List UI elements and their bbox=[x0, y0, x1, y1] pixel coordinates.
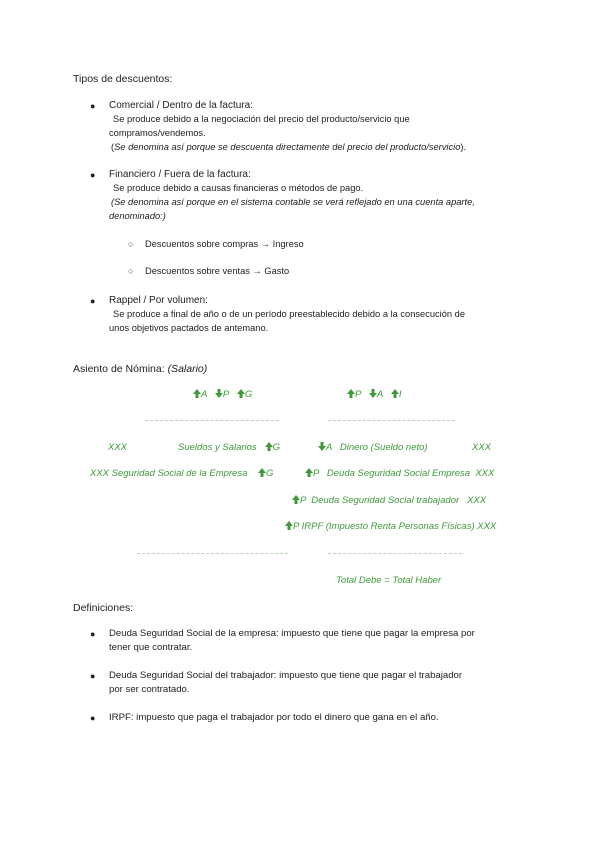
total-line: Total Debe = Total Haber bbox=[336, 575, 442, 586]
row-right-entry bbox=[305, 468, 494, 479]
entry-amount: XXX bbox=[467, 495, 487, 506]
descuento-financiero-note: (Se denomina así porque en el sistema contable se verá reflejado en una cuenta aparte, bbox=[111, 197, 475, 207]
descuento-comercial-line: compramos/vendemos. bbox=[109, 128, 206, 138]
header-label: A bbox=[376, 389, 383, 400]
up-arrow-icon bbox=[265, 442, 273, 451]
down-arrow-icon bbox=[215, 389, 223, 398]
header-label: P bbox=[355, 389, 361, 400]
row-left-entry bbox=[178, 442, 280, 453]
note-text: Se denomina así porque se descuenta directamente del precio del producto/servicio bbox=[114, 142, 461, 152]
definiciones-heading: Definiciones: bbox=[73, 602, 134, 614]
row-right-amount: XXX bbox=[472, 442, 492, 453]
bullet-icon: ● bbox=[90, 101, 96, 111]
entry-tag: P bbox=[300, 495, 306, 506]
entry-label: Sueldos y Salarios bbox=[178, 442, 257, 453]
up-arrow-icon bbox=[391, 389, 399, 398]
divider-line bbox=[145, 420, 279, 421]
descuento-financiero-title: Financiero / Fuera de la factura: bbox=[109, 169, 251, 180]
entry-amount: XXX bbox=[475, 468, 495, 479]
descuentos-heading: Tipos de descuentos: bbox=[73, 73, 173, 85]
up-arrow-icon bbox=[258, 468, 266, 477]
entry-label: IRPF (Impuesto Renta Personas Físicas) XXX bbox=[301, 521, 497, 532]
entry-tag: P bbox=[293, 521, 299, 532]
up-arrow-icon bbox=[285, 521, 293, 530]
sub-bullet-icon: ○ bbox=[128, 239, 134, 249]
descuento-rappel-title: Rappel / Por volumen: bbox=[109, 295, 208, 306]
descuento-comercial-title: Comercial / Dentro de la factura: bbox=[109, 100, 253, 111]
asiento-heading-note: (Salario) bbox=[167, 363, 208, 375]
definicion-line: tener que contratar. bbox=[109, 642, 193, 653]
divider-line bbox=[137, 553, 288, 554]
descuento-financiero-note: denominado:) bbox=[109, 211, 166, 221]
up-arrow-icon bbox=[237, 389, 245, 398]
down-arrow-icon bbox=[318, 442, 326, 451]
entry-tag: G bbox=[272, 442, 280, 453]
bullet-icon: ● bbox=[90, 629, 96, 639]
descuento-financiero-line: Se produce debido a causas financieras o métodos de pago. bbox=[113, 183, 364, 193]
header-label: G bbox=[244, 389, 253, 400]
descuento-comercial-line: Se produce debido a la negociación del precio del producto/servicio que bbox=[113, 114, 410, 124]
descuento-comercial-note bbox=[111, 142, 466, 152]
right-header bbox=[347, 389, 401, 400]
divider-line bbox=[328, 553, 462, 554]
entry-label: Dinero (Sueldo neto) bbox=[339, 442, 428, 453]
row-right-entry bbox=[318, 442, 428, 453]
asiento-heading-text: Asiento de Nómina: bbox=[73, 363, 165, 375]
bullet-icon: ● bbox=[90, 170, 96, 180]
up-arrow-icon bbox=[305, 468, 313, 477]
note-paren: ). bbox=[460, 142, 467, 152]
definicion-line: Deuda Seguridad Social del trabajador: impuesto que tiene que pagar el trabajador bbox=[109, 670, 463, 681]
definicion-line: Deuda Seguridad Social de la empresa: impuesto que tiene que pagar la empresa por bbox=[109, 628, 475, 639]
bullet-icon: ● bbox=[90, 671, 96, 681]
up-arrow-icon bbox=[193, 389, 201, 398]
sub-item-ventas: Descuentos sobre ventas → Gasto bbox=[145, 266, 290, 276]
entry-label: Deuda Seguridad Social Empresa bbox=[326, 468, 471, 479]
row-left-amount: XXX bbox=[108, 442, 128, 453]
up-arrow-icon bbox=[292, 495, 300, 504]
row-right-entry bbox=[292, 495, 486, 506]
definicion-line: por ser contratado. bbox=[109, 684, 190, 695]
entry-tag: A bbox=[326, 442, 332, 453]
entry-tag: P bbox=[313, 468, 319, 479]
bullet-icon: ● bbox=[90, 296, 96, 306]
asiento-heading bbox=[73, 363, 207, 375]
divider-line bbox=[328, 420, 455, 421]
sub-item-compras: Descuentos sobre compras → Ingreso bbox=[145, 239, 304, 249]
header-label: P bbox=[222, 389, 229, 400]
sub-bullet-icon: ○ bbox=[128, 266, 134, 276]
entry-label: Deuda Seguridad Social trabajador bbox=[311, 495, 460, 506]
header-label: I bbox=[398, 389, 402, 400]
down-arrow-icon bbox=[369, 389, 377, 398]
header-label: A bbox=[201, 389, 207, 400]
descuento-rappel-line: unos objetivos pactados de antemano. bbox=[109, 323, 269, 333]
entry-label: XXX Seguridad Social de la Empresa bbox=[90, 468, 248, 479]
entry-tag: G bbox=[265, 468, 274, 479]
row-left-entry bbox=[90, 468, 273, 479]
note-paren: ( bbox=[111, 142, 115, 152]
descuento-rappel-line: Se produce a final de año o de un período preestablecido debido a la consecución de bbox=[113, 309, 465, 319]
row-right-entry bbox=[285, 521, 496, 532]
up-arrow-icon bbox=[347, 389, 355, 398]
bullet-icon: ● bbox=[90, 713, 96, 723]
left-header bbox=[193, 389, 252, 400]
definicion-line: IRPF: impuesto que paga el trabajador por todo el dinero que gana en el año. bbox=[109, 712, 439, 723]
